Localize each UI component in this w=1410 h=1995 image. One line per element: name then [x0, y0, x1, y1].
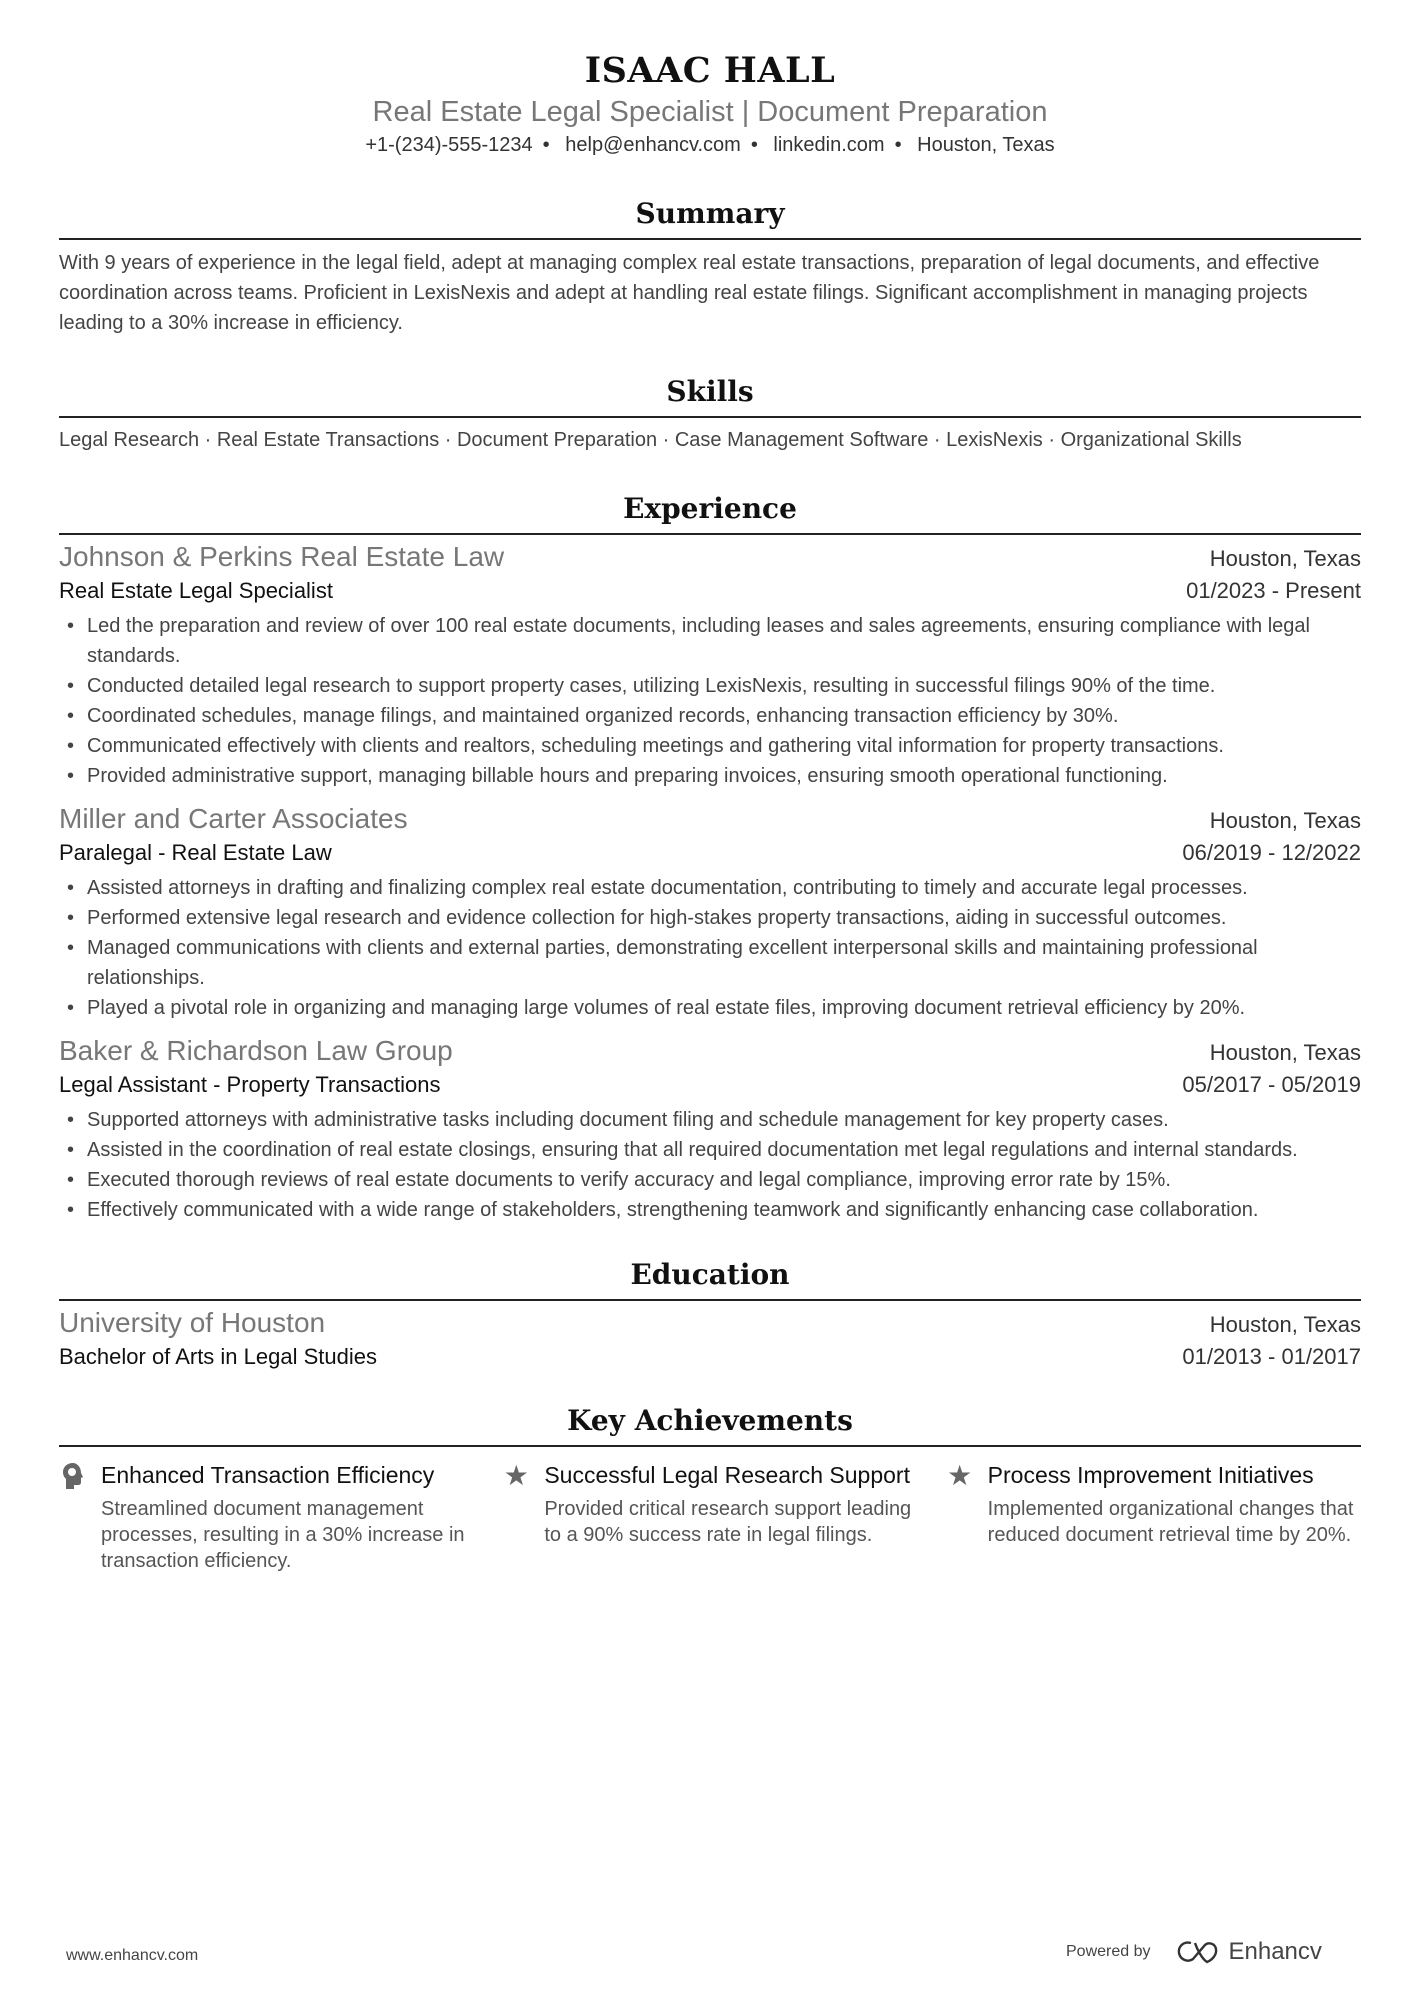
- job-bullets: [59, 1105, 1361, 1225]
- phone: +1-(234)-555-1234: [365, 134, 533, 156]
- footer-powered: [1066, 1938, 1322, 1966]
- bullet-item: • Performed extensive legal research and evidence collection for high-stakes property transactions, aiding in successful outcomes.: [59, 903, 1361, 933]
- achievement-desc: Implemented organizational changes that reduced document retrieval time by 20%.: [987, 1498, 1354, 1546]
- skills-heading: Skills: [666, 375, 754, 408]
- bullet-item: • Effectively communicated with a wide range of stakeholders, strengthening teamwork and significantly enhancing case collaboration.: [59, 1195, 1361, 1225]
- divider: [59, 238, 1361, 240]
- achievement-desc: Streamlined document management processes, resulting in a 30% increase in transaction efficiency.: [101, 1498, 465, 1572]
- job-role: Paralegal - Real Estate Law: [59, 840, 332, 865]
- brand-name: Enhancv: [1228, 1938, 1322, 1965]
- contact-line: +1-(234)-555-1234 • help@enhancv.com • linkedin.com • Houston, Texas: [365, 134, 1055, 156]
- email[interactable]: help@enhancv.com: [565, 134, 741, 156]
- head-lightbulb-icon: [59, 1461, 87, 1574]
- bullet-item: • Assisted attorneys in drafting and finalizing complex real estate documentation, contributing to timely and accurate legal processes.: [59, 873, 1361, 903]
- achievement-title: Process Improvement Initiatives: [987, 1462, 1314, 1488]
- divider: [59, 533, 1361, 535]
- powered-by-label: Powered by: [1066, 1943, 1151, 1960]
- skills-text: Legal Research · Real Estate Transactions · Document Preparation · Case Management Software · LexisNexis · Organizational Skills: [59, 429, 1242, 451]
- job-role: Legal Assistant - Property Transactions: [59, 1072, 441, 1097]
- resume: [59, 0, 1361, 1574]
- job-dates: 05/2017 - 05/2019: [1182, 1072, 1361, 1097]
- company-name: Miller and Carter Associates: [59, 803, 408, 834]
- candidate-name: ISAAC HALL: [584, 50, 836, 91]
- job-dates: 01/2023 - Present: [1186, 578, 1361, 603]
- candidate-title: Real Estate Legal Specialist | Document Preparation: [372, 96, 1048, 128]
- achievements-heading: Key Achievements: [567, 1404, 853, 1437]
- job-location: Houston, Texas: [1209, 546, 1361, 571]
- job-entry: [59, 539, 1361, 791]
- enhancv-logo[interactable]: [1175, 1938, 1322, 1966]
- education-dates: 01/2013 - 01/2017: [1182, 1344, 1361, 1369]
- bullet-item: • Communicated effectively with clients and realtors, scheduling meetings and gathering vital information for property transactions.: [59, 731, 1361, 761]
- summary-text: With 9 years of experience in the legal field, adept at managing complex real estate transactions, preparation of legal documents, and effective coordination across teams. Proficient in LexisNexis and adept at handling real estate filings. Significant accomplishment in managing projects leading to a 30% increase in efficiency.: [59, 252, 1320, 334]
- job-bullets: [59, 611, 1361, 791]
- job-location: Houston, Texas: [1209, 1040, 1361, 1065]
- achievement-item: [946, 1461, 1361, 1574]
- job-entry: [59, 1033, 1361, 1225]
- school: University of Houston: [59, 1307, 326, 1338]
- achievement-title: Successful Legal Research Support: [544, 1462, 910, 1488]
- achievement-item: [502, 1461, 917, 1574]
- bullet-item: • Managed communications with clients and external parties, demonstrating excellent interpersonal skills and maintaining professional relationships.: [59, 933, 1361, 993]
- job-bullets: [59, 873, 1361, 1023]
- experience-list: [59, 539, 1361, 1225]
- enhancv-logo-icon: [1175, 1939, 1221, 1965]
- achievement-title: Enhanced Transaction Efficiency: [101, 1462, 435, 1488]
- education-entry: [59, 1305, 1361, 1373]
- job-location: Houston, Texas: [1209, 808, 1361, 833]
- job-dates: 06/2019 - 12/2022: [1182, 840, 1361, 865]
- job-role: Real Estate Legal Specialist: [59, 578, 333, 603]
- company-name: Baker & Richardson Law Group: [59, 1035, 453, 1066]
- star-icon: ★: [947, 1460, 973, 1491]
- degree: Bachelor of Arts in Legal Studies: [59, 1344, 377, 1369]
- achievement-item: [59, 1461, 474, 1574]
- linkedin[interactable]: linkedin.com: [773, 134, 885, 156]
- achievements-list: [59, 1461, 1361, 1574]
- bullet-item: • Provided administrative support, managing billable hours and preparing invoices, ensuring smooth operational functioning.: [59, 761, 1361, 791]
- summary-heading: Summary: [635, 197, 785, 230]
- bullet-item: • Assisted in the coordination of real estate closings, ensuring that all required documentation met legal regulations and internal standards.: [59, 1135, 1361, 1165]
- job-entry: [59, 801, 1361, 1023]
- experience-heading: Experience: [623, 492, 797, 525]
- bullet-item: • Led the preparation and review of over 100 real estate documents, including leases and sales agreements, ensuring compliance with legal standards.: [59, 611, 1361, 671]
- bullet-item: • Conducted detailed legal research to support property cases, utilizing LexisNexis, resulting in successful filings 90% of the time.: [59, 671, 1361, 701]
- footer-website[interactable]: www.enhancv.com: [66, 1947, 199, 1964]
- bullet-item: • Supported attorneys with administrative tasks including document filing and schedule management for key property cases.: [59, 1105, 1361, 1135]
- company-name: Johnson & Perkins Real Estate Law: [59, 541, 505, 572]
- bullet-item: • Played a pivotal role in organizing and managing large volumes of real estate files, improving document retrieval efficiency by 20%.: [59, 993, 1361, 1023]
- location: Houston, Texas: [917, 134, 1055, 156]
- education-heading: Education: [630, 1258, 790, 1291]
- bullet-item: • Executed thorough reviews of real estate documents to verify accuracy and legal compliance, improving error rate by 15%.: [59, 1165, 1361, 1195]
- divider: [59, 1445, 1361, 1447]
- bullet-item: • Coordinated schedules, manage filings, and maintained organized records, enhancing transaction efficiency by 30%.: [59, 701, 1361, 731]
- divider: [59, 416, 1361, 418]
- star-icon: ★: [503, 1460, 529, 1491]
- divider: [59, 1299, 1361, 1301]
- school-location: Houston, Texas: [1209, 1312, 1361, 1337]
- achievement-desc: Provided critical research support leading to a 90% success rate in legal filings.: [544, 1498, 912, 1546]
